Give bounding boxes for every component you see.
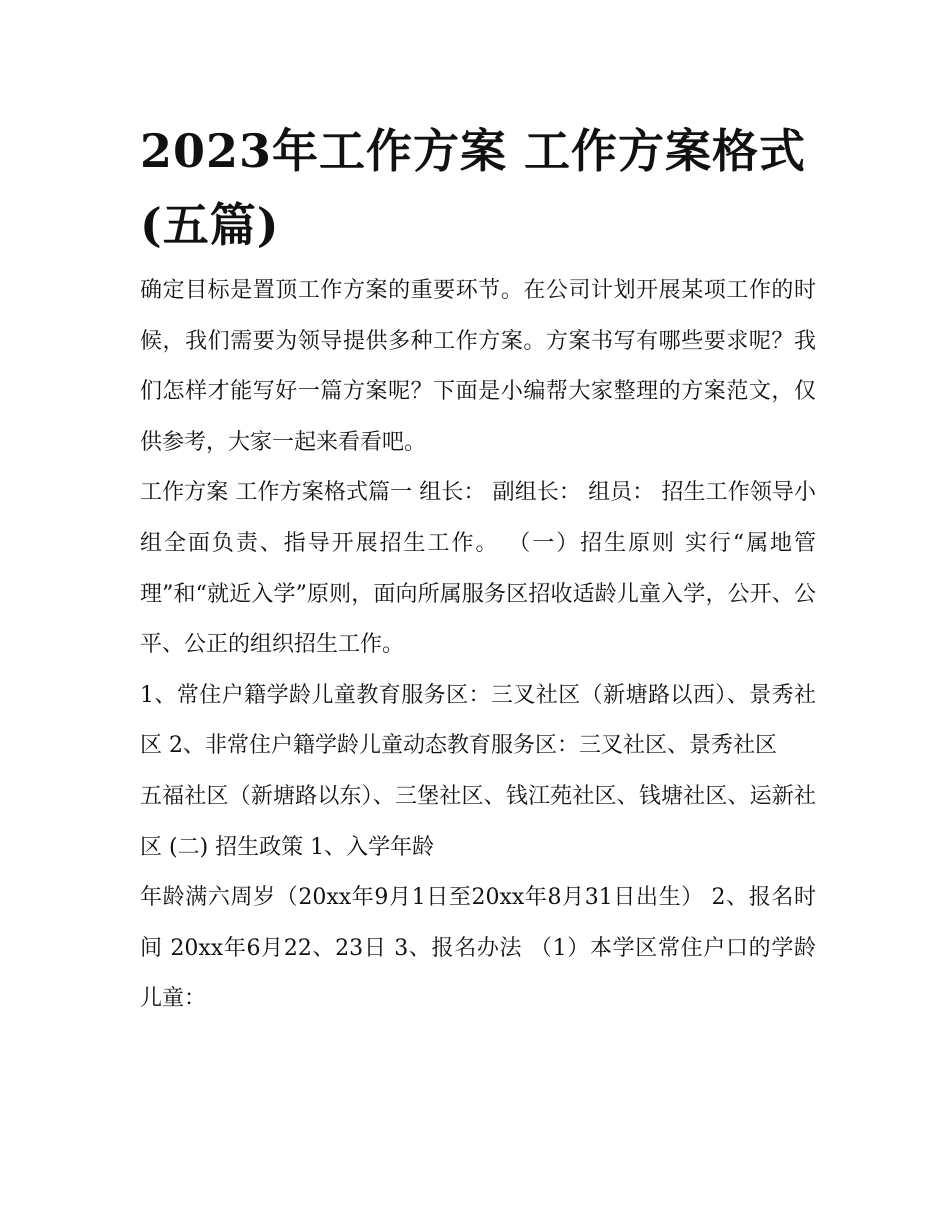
intro-paragraph: 确定目标是置顶工作方案的重要环节。在公司计划开展某项工作的时候，我们需要为领导提供多种工作方案。方案书写有哪些要求呢？我们怎样才能写好一篇方案呢？下面是小编帮大家整理的方案范文，仅供参考，大家一起来看看吧。	[140, 278, 816, 455]
section-one-paragraph: 工作方案 工作方案格式篇一 组长： 副组长： 组员： 招生工作领导小组全面负责、指导开展招生工作。 （一）招生原则 实行“属地管理”和“就近入学”原则，面向所属服务区招收适龄儿童入学，公开、公平、公正的组织招生工作。	[140, 480, 816, 658]
service-area-paragraph: 1、常住户籍学龄儿童教育服务区：三叉社区（新塘路以西）、景秀社区 2、非常住户籍学龄儿童动态教育服务区：三叉社区、景秀社区	[140, 682, 816, 759]
enrollment-age-paragraph: 年龄满六周岁（20xx年9月1日至20xx年8月31日出生） 2、报名时间 20xx年6月22、23日 3、报名办法 （1）本学区常住户口的学龄儿童：	[140, 885, 816, 1012]
community-list-paragraph: 五福社区（新塘路以东）、三堡社区、钱江苑社区、钱塘社区、运新社区 (二) 招生政策 1、入学年龄	[140, 783, 816, 860]
document-title: 2023年工作方案 工作方案格式(五篇)	[140, 124, 807, 252]
document-body	[140, 114, 816, 1025]
